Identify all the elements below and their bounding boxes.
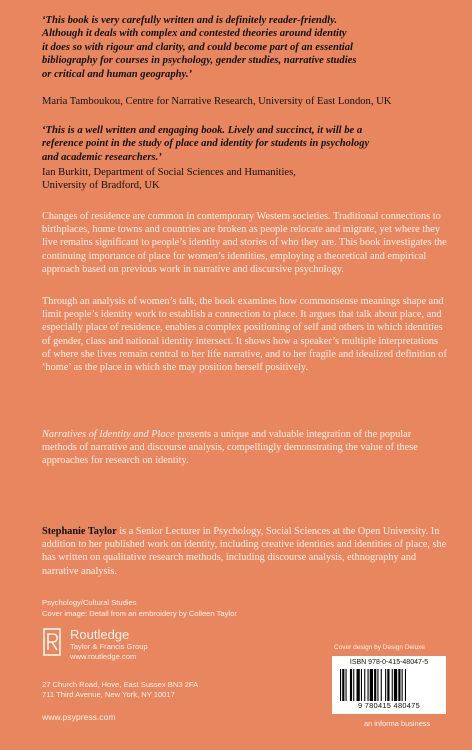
barcode bbox=[332, 656, 446, 714]
author-bio-text: is a Senior Lecturer in Psychology, Social Sciences at the Open University. In addition to her published work on identity, including creative identities and identities of place, she has written on qualitative research methods, including discourse analysis, ethnography and narrative analysis. bbox=[42, 526, 447, 577]
subject-category: Psychology/Cultural Studies bbox=[42, 598, 137, 607]
quote-1-text: ‘This book is very carefully written and is definitely reader-friendly. Although it deals with complex and contested theories around identity it does so with rigour and clarity, and could become part of an essential bibliography for courses in psychology, gender studies, narrative studies or critical and human geography.’ bbox=[42, 15, 357, 80]
cover-design-credit: Cover design by Design Deluxe bbox=[334, 644, 426, 651]
cover-image-credit: Cover image: Detail from an embroidery by Colleen Taylor bbox=[42, 609, 237, 618]
quote-2-attribution: Ian Burkitt, Department of Social Sciences and Humanities, University of Bradford, UK bbox=[42, 167, 296, 192]
quote-1-attribution: Maria Tamboukou, Centre for Narrative Research, University of East London, UK bbox=[42, 96, 392, 107]
author-name: Stephanie Taylor bbox=[42, 526, 117, 537]
description-paragraph-2: Through an analysis of women’s talk, the book examines how commonsense meanings shape and limit people’s identity work to establish a connection to place. It argues that talk about place, and especially place of residence, enables a complex positioning of self and others in which identities of gender, class and national identity intersect. It shows how a speaker’s multiple interpretations of where she lives remain central to her life narrative, and to her fragile and idealized definition of ‘home’ as the place in which she may position herself positively. bbox=[42, 296, 447, 374]
publisher-name: Routledge bbox=[70, 627, 130, 642]
informa-tagline: an informa business bbox=[364, 719, 431, 728]
paragraph-3-rest: presents a unique and valuable integration of the popular methods of narrative and discourse analysis, compellingly demonstrating the value of these approaches for research on identity. bbox=[42, 429, 418, 467]
psypress-website: www.psypress.com bbox=[42, 712, 116, 722]
publisher-group: Taylor & Francis Group bbox=[70, 642, 148, 651]
author-bio bbox=[42, 525, 447, 578]
barcode-bars bbox=[340, 669, 438, 701]
publisher-website: www.routledge.com bbox=[70, 651, 137, 661]
description-paragraph-3 bbox=[42, 428, 447, 468]
routledge-logo-icon bbox=[42, 628, 62, 656]
isbn-label: ISBN 978-0-415-48047-5 bbox=[349, 659, 429, 666]
book-title: Narratives of Identity and Place bbox=[42, 429, 175, 440]
description-paragraph-1: Changes of residence are common in contemporary Western societies. Traditional connections to birthplaces, home towns and countries are broken as people relocate and migrate, yet where they live remains significant to people’s identity and stories of who they are. This book investigates the continuing importance of place for women’s identities, employing a theoretical and empirical approach based on previous work in narrative and discursive psychology. bbox=[42, 211, 447, 275]
quote-2-text: ‘This is a well written and engaging book. Lively and succinct, it will be a reference point in the study of place and identity for students in psychology and academic researchers.’ bbox=[42, 125, 370, 163]
publisher-address: 27 Church Road, Hove, East Sussex BN3 2FA 711 Third Avenue, New York, NY 10017 bbox=[42, 680, 199, 699]
barcode-digits: 9 780415 480475 bbox=[357, 701, 421, 710]
